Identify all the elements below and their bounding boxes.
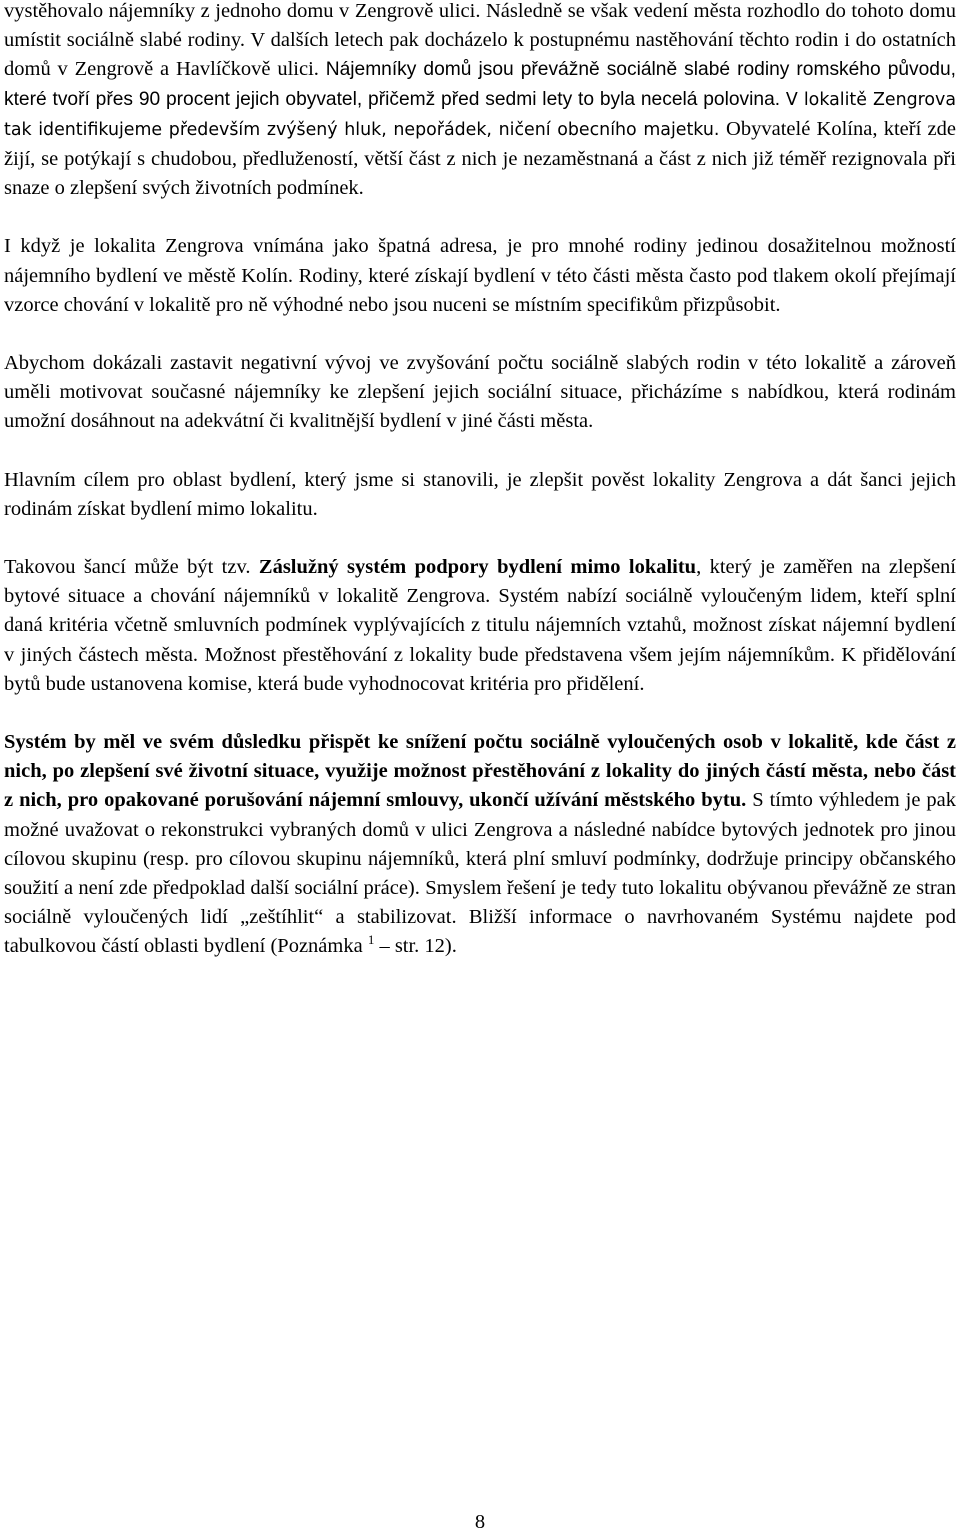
footnote-reference: 1: [367, 932, 375, 948]
paragraph-motivation: Abychom dokázali zastavit negativní vývoj ve zvyšování počtu sociálně slabých rodin v této lokalitě a zároveň uměli motivovat současné nájemníky ke zlepšení jejich sociální situace, přicházíme s nabídkou, která rodinám umožní dosáhnout na adekvátní či kvalitnější bydlení v jiné části města.: [4, 352, 956, 433]
page-number: 8: [474, 1511, 486, 1533]
paragraph-text: Rodiny, které získají bydlení v této části města často pod tlakem okolí přejímají vzorce chování v lokalitě pro ně výhodné nebo jsou nuceni se místním specifikům přizpůsobit.: [4, 264, 956, 316]
paragraph-text: – str. 12).: [374, 935, 457, 958]
paragraph-text: Obyvatelé Kolína, kteří zde žijí, se potýkají s chudobou, předlužeností, větší část z nich je nezaměstnaná a část z nich již téměř rezignovala při snaze o zlepšení svých životních podmínek.: [4, 117, 956, 200]
paragraph-text-sans: Nájemníky domů jsou převážně sociálně slabé rodiny romského původu, které tvoří přes 90 procent jejich obyvatel, přičemž před sedmi lety to byla necelá polovina.: [4, 59, 956, 110]
paragraph-system-outcome: [4, 728, 956, 962]
paragraph-merit-system: [4, 553, 956, 699]
paragraph-bad-address: [4, 232, 956, 320]
document-page: [4, 0, 956, 991]
paragraph-text: S tímto výhledem je pak možné uvažovat o rekonstrukci vybraných domů v ulici Zengrova a následné nabídce bytových jednotek pro jinou cílovou skupinu (resp. pro cílovou skupinu nájemníků, která plní smluví podmínky, dodržuje principy občanského soužití a není zde předpoklad další sociální práce). Smyslem řešení je tedy tuto lokalitu obývanou převážně ze stran sociálně vyloučených lidí „zeštíhlit“ a stabilizovat. Bližší informace o navrhovaném Systému najdete pod tabulkovou částí oblasti bydlení (Poznámka: [4, 789, 956, 958]
paragraph-text: vystěhovalo nájemníky z jednoho domu v Zengrově ulici. Následně se však vedení města rozhodlo do tohoto domu umístit sociálně slabé rodiny. V dalších letech pak docházelo k postupnému nastěhování těchto rodin i do ostatních domů v Zengrově a Havlíčkově ulici.: [4, 0, 956, 81]
paragraph-text: I když je lokalita Zengrova vnímána jako špatná adresa, je pro mnohé rodiny jedinou dosažitelnou možností nájemního bydlení ve městě Kolín.: [4, 235, 956, 287]
bold-outcome-statement: Systém by měl ve svém důsledku přispět ke snížení počtu sociálně vyloučených osob v lokalitě, kde část z nich, po zlepšení své životní situace, využije možnost přestěhování z lokality do jiných částí města, nebo část z nich, pro opakované porušování nájemní smlouvy, ukončí užívání městského bytu.: [4, 731, 956, 812]
paragraph-main-goal: Hlavním cílem pro oblast bydlení, který jsme si stanovili, je zlepšit pověst lokality Zengrova a dát šanci jejich rodinám získat bydlení mimo lokalitu.: [4, 468, 956, 520]
paragraph-housing-history: [4, 0, 956, 203]
paragraph-text-sans: V lokalitě Zengrova tak identifikujeme především zvýšený hluk, nepořádek, ničení obecního majetku.: [4, 89, 956, 140]
bold-system-name: Záslužný systém podpory bydlení mimo lokalitu: [258, 556, 697, 579]
paragraph-text: , který je zaměřen na zlepšení bytové situace a chování nájemníků v lokalitě Zengrova. Systém nabízí sociálně vyloučeným lidem, kteří splní daná kritéria včetně smluvních podmínek vyplývajících z titulu nájemních vztahů, možnost získat nájemní bydlení v jiných částech města. Možnost přestěhování z lokality bude představena všem jejím nájemníkům. K přidělování bytů bude ustanovena komise, která bude vyhodnocovat kritéria pro přidělení.: [4, 556, 956, 695]
paragraph-text: Takovou šancí může být tzv.: [4, 556, 259, 579]
